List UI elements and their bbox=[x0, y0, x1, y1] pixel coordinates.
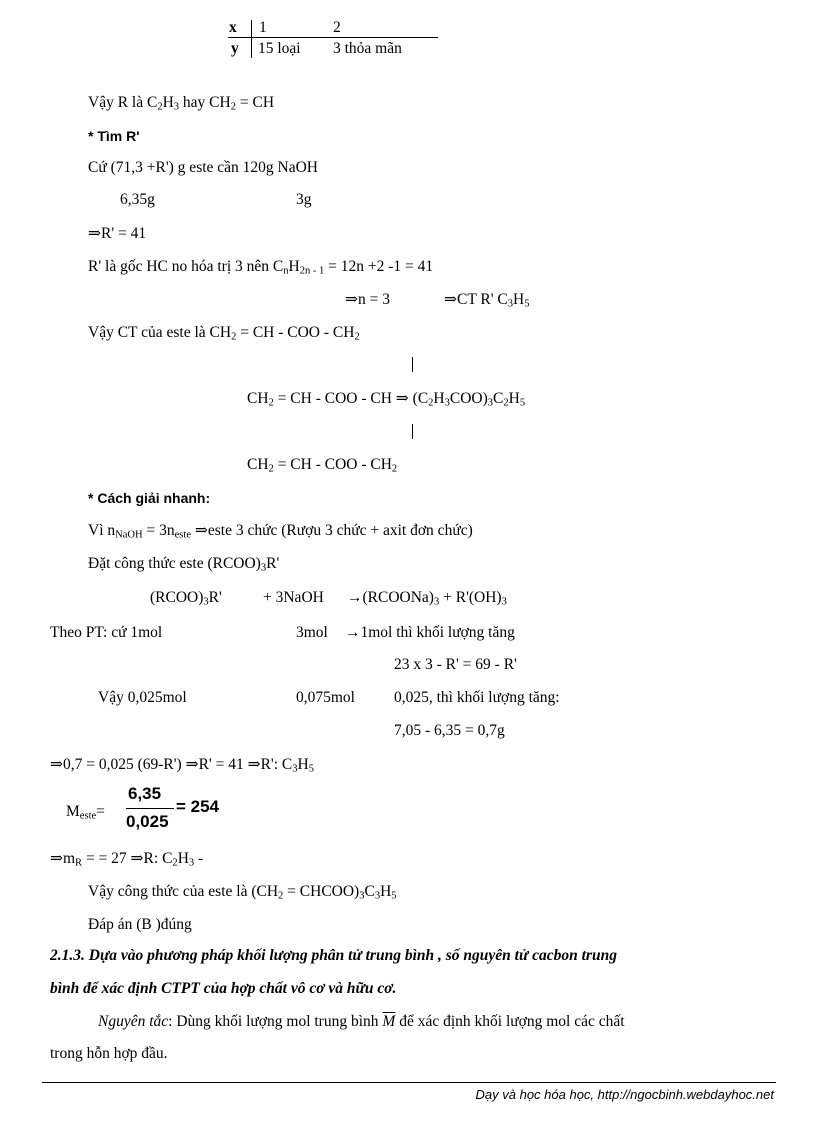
eq-right: $\to(RCOONa)_3 + R'(OH)_3$ bbox=[347, 589, 507, 608]
bond-line-bottom bbox=[412, 424, 413, 439]
m-denominator: 0,025 bbox=[126, 812, 169, 831]
mr-line: $\Rightarrow m_R$ = = 27 ⇒R: $C_2H_3$ - bbox=[50, 850, 204, 869]
section-title-line1: 2.1.3. Dựa vào phương pháp khối lượng phân tử trung bình , số nguyên tử cacbon trung bbox=[50, 947, 617, 964]
pt-mid: 3mol bbox=[296, 624, 328, 641]
r-conclusion: Vậy R là $C_2H_3$ hay $CH_2$ = CH bbox=[88, 94, 275, 113]
vay-right: 0,025, thì khối lượng tăng: bbox=[394, 689, 560, 706]
table-x2: 2 bbox=[333, 19, 341, 36]
quick-formula: Đặt công thức este $(RCOO)_3R'$ bbox=[88, 555, 280, 574]
mass-b: 3g bbox=[296, 191, 312, 208]
pt-right: →1mol thì khối lượng tăng bbox=[345, 624, 515, 641]
ct-r-prime: ⇒CT R' $C_3H_5$ bbox=[444, 291, 530, 310]
answer: Đáp án (B )đúng bbox=[88, 916, 192, 933]
principle-line2: trong hỗn hợp đầu. bbox=[50, 1045, 168, 1062]
find-r-prime: * Tìm R' bbox=[88, 128, 140, 144]
pt-calc: 23 x 3 - R' = 69 - R' bbox=[394, 656, 517, 673]
final-formula: Vậy công thức của este là ($CH_2$ = $CHCOO)_3C_3H_5$ bbox=[88, 883, 397, 902]
eq-left: $(RCOO)_3R'$ bbox=[150, 589, 222, 608]
mass-a: 6,35g bbox=[120, 191, 155, 208]
ester-intro: Vậy CT của este là $CH_2$ = CH - COO - $CH_2$ bbox=[88, 324, 360, 343]
m-numerator: 6,35 bbox=[128, 784, 162, 803]
m-este-label: $M_{este}=$ bbox=[66, 803, 105, 822]
n-result: ⇒n = 3 bbox=[345, 291, 390, 308]
vay-label: Vậy 0,025mol bbox=[98, 689, 187, 706]
r-prime-desc: R' là gốc HC no hóa trị 3 nên $C_nH_{2n - 1} = 12n +2$ -1 = 41 bbox=[88, 258, 434, 277]
m-value: = 254 bbox=[176, 797, 220, 816]
ratio-line: Cứ (71,3 +R') g este cần 120g NaOH bbox=[88, 159, 319, 176]
quick-heading: * Cách giải nhanh: bbox=[88, 490, 211, 506]
table-divider-h bbox=[228, 37, 438, 38]
quick-result: ⇒0,7 = 0,025 (69-R') ⇒R' = 41 ⇒R': $C_3H_5$ bbox=[50, 756, 314, 775]
table-y2: 3 thỏa mãn bbox=[333, 40, 402, 57]
principle-line: Nguyên tắc: Dùng khối lượng mol trung bình $\overline{M}$ để xác định khối lượng mol các chất bbox=[98, 1013, 625, 1030]
ester-middle: $CH_2$ = CH - COO - CH ⇒ $(C_2H_3COO)_3C_2H_5$ bbox=[247, 390, 526, 409]
r-prime-value: ⇒R' = 41 bbox=[88, 225, 147, 242]
table-x1: 1 bbox=[259, 19, 267, 36]
table-divider-v bbox=[251, 20, 252, 58]
footer-rule bbox=[42, 1082, 776, 1083]
table-y-label: y bbox=[231, 40, 239, 57]
eq-mid: + 3NaOH bbox=[263, 589, 324, 606]
ester-bottom: $CH_2$ = CH - COO - $CH_2$ bbox=[247, 456, 398, 475]
vay-calc: 7,05 - 6,35 = 0,7g bbox=[394, 722, 505, 739]
table-x-label: x bbox=[229, 19, 237, 36]
pt-label: Theo PT: cứ 1mol bbox=[50, 624, 163, 641]
quick-ratio: Vì $n_{NaOH} = 3n_{este}$ ⇒este 3 chức (Rượu 3 chức + axit đơn chức) bbox=[88, 522, 473, 541]
fraction-bar bbox=[126, 808, 174, 809]
section-title-line2: bình để xác định CTPT của hợp chất vô cơ và hữu cơ. bbox=[50, 980, 397, 997]
table-y1: 15 loại bbox=[258, 40, 301, 57]
footer-text: Dạy và học hóa học, http://ngocbinh.webdayhoc.net bbox=[475, 1087, 774, 1102]
bond-line-top bbox=[412, 357, 413, 372]
vay-mid: 0,075mol bbox=[296, 689, 355, 706]
